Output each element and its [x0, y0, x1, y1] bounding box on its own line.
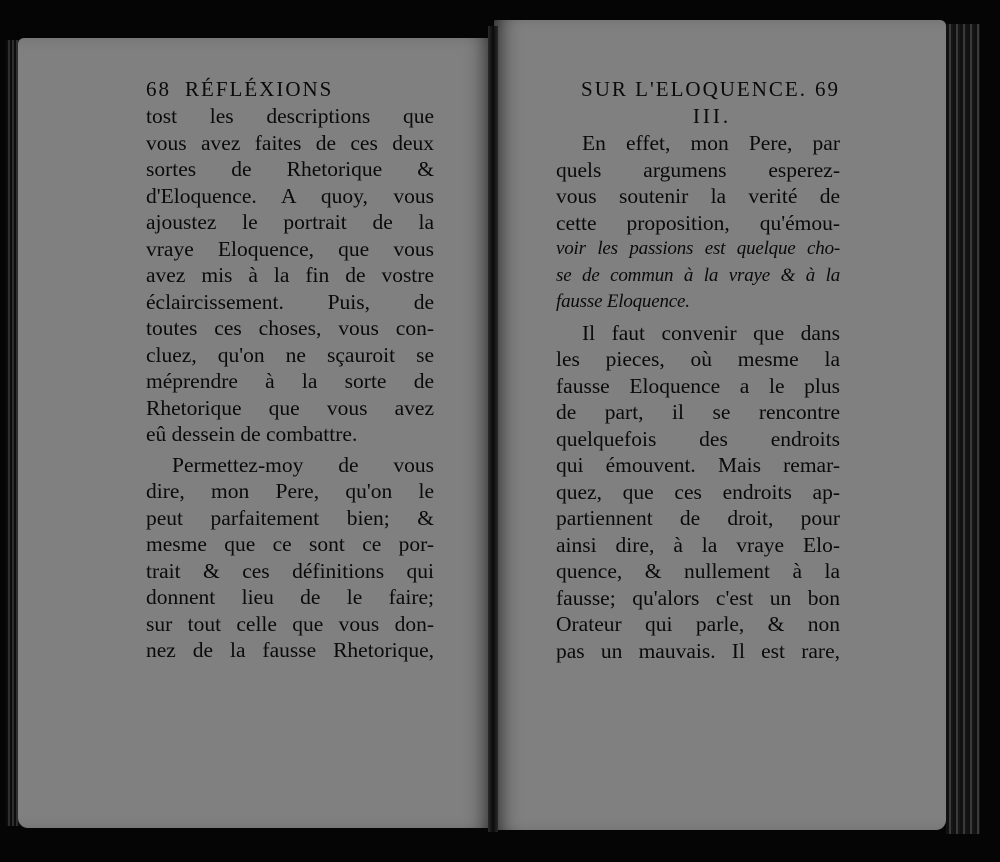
text-line: En effet, mon Pere, par	[582, 131, 840, 155]
text-line: quelquefois des endroits	[556, 426, 840, 451]
left-page-text	[146, 76, 434, 664]
left-page-number: 68	[146, 77, 171, 101]
text-line: toutes ces choses, vous con-	[146, 316, 434, 340]
text-line: cette proposition, qu'émou-	[556, 210, 840, 235]
text-line: eû dessein de combattre.	[146, 422, 358, 446]
text-line-italic: voir les passions est quelque cho-	[556, 238, 840, 259]
text-line: fausse Eloquence a le plus	[556, 373, 840, 398]
text-line: mesme que ce sont ce por-	[146, 532, 434, 556]
text-line: dire, mon Pere, qu'on le	[146, 479, 434, 503]
text-line: Permettez-moy de vous	[172, 452, 434, 477]
right-page-edges	[946, 24, 980, 834]
right-page-number: 69	[815, 77, 840, 101]
text-line: trait & ces définitions qui	[146, 558, 434, 583]
text-line: vraye Eloquence, que vous	[146, 236, 434, 261]
text-line: quels argumens esperez-	[556, 157, 840, 182]
text-line-italic: se de commun à la vraye & à la	[556, 264, 840, 286]
text-line: avez mis à la fin de vostre	[146, 263, 434, 287]
text-line: méprendre à la sorte de	[146, 369, 434, 393]
text-line: fausse; qu'alors c'est un bon	[556, 585, 840, 610]
text-line: Rhetorique que vous avez	[146, 395, 434, 420]
section-number: III.	[692, 104, 732, 128]
text-line: éclaircissement. Puis, de	[146, 289, 434, 314]
text-line: cluez, qu'on ne sçauroit se	[146, 342, 434, 367]
text-line: pas un mauvais. Il est rare,	[556, 638, 840, 663]
text-line: partiennent de droit, pour	[556, 506, 840, 530]
text-line: les pieces, où mesme la	[556, 347, 840, 371]
right-running-head	[556, 76, 840, 103]
left-running-title: RÉFLÉXIONS	[185, 77, 334, 101]
text-line: vous avez faites de ces deux	[146, 130, 434, 155]
text-line: ajoustez le portrait de la	[146, 210, 434, 234]
right-page-text	[556, 76, 840, 664]
text-line: Orateur qui parle, & non	[556, 612, 840, 636]
text-line: quence, & nullement à la	[556, 559, 840, 583]
text-line: donnent lieu de le faire;	[146, 585, 434, 609]
text-line: sortes de Rhetorique &	[146, 157, 434, 181]
text-line: d'Eloquence. A quoy, vous	[146, 183, 434, 208]
text-line-italic: fausse Eloquence.	[556, 291, 690, 312]
book-gutter	[488, 26, 498, 832]
text-line: tost les descriptions que	[146, 104, 434, 128]
text-line: vous soutenir la verité de	[556, 184, 840, 208]
text-line: Il faut convenir que dans	[582, 320, 840, 345]
text-line: ainsi dire, à la vraye Elo-	[556, 532, 840, 557]
text-line: quez, que ces endroits ap-	[556, 479, 840, 504]
text-line: peut parfaitement bien; &	[146, 505, 434, 530]
text-line: nez de la fausse Rhetorique,	[146, 638, 434, 662]
text-line: qui émouvent. Mais remar-	[556, 453, 840, 477]
text-line: de part, il se rencontre	[556, 400, 840, 424]
text-line: sur tout celle que vous don-	[146, 611, 434, 636]
left-running-head	[146, 76, 434, 103]
right-running-title: SUR L'ELOQUENCE.	[581, 77, 807, 101]
